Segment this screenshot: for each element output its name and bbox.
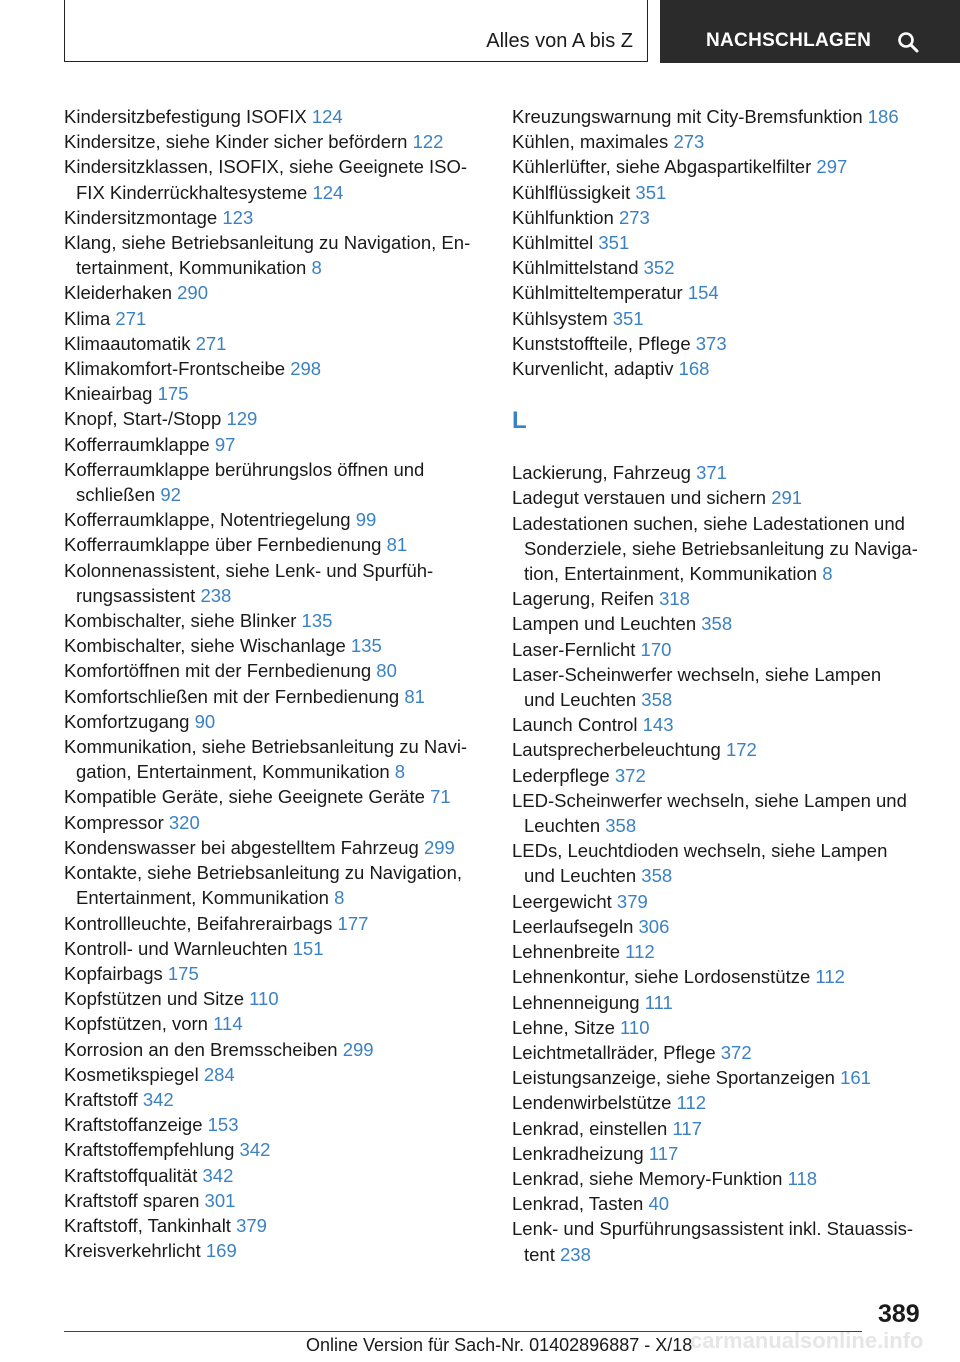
index-entry [512, 1065, 932, 1090]
index-entry [512, 129, 932, 154]
page-reference-link[interactable]: 151 [292, 937, 324, 959]
entry-term: Kühlsystem [512, 307, 608, 329]
index-entry [64, 961, 484, 986]
entry-term: Kindersitze, siehe Kinder sicher befördern [64, 131, 408, 153]
page-reference-link[interactable]: 342 [202, 1164, 234, 1186]
entry-term: Kopfstützen, vorn [64, 1013, 208, 1035]
index-entry [512, 1116, 932, 1141]
entry-term: Knopf, Start-/Stopp [64, 408, 222, 430]
entry-term: LED-Scheinwerfer wechseln, siehe Lampen und [512, 789, 907, 811]
entry-term: Lenkrad, einstellen [512, 1117, 668, 1139]
entry-term: LEDs, Leuchtdioden wechseln, siehe Lampen [512, 840, 888, 862]
entry-term: Kindersitzmontage [64, 206, 218, 228]
entry-term: Kraftstoff [64, 1088, 138, 1110]
entry-term: Kofferraumklappe über Fernbedienung [64, 534, 382, 556]
page-reference-link[interactable]: 170 [640, 638, 672, 660]
entry-term: Entertainment, Kommunikation [76, 887, 329, 909]
index-entry [512, 889, 932, 914]
index-entry [512, 356, 932, 381]
page-reference-link[interactable]: 135 [350, 635, 382, 657]
page-number: 389 [878, 1300, 920, 1328]
entry-term: Kunststoffteile, Pflege [512, 332, 691, 354]
index-entry [64, 432, 484, 457]
entry-term: Kompatible Geräte, siehe Geeignete Geräte [64, 786, 425, 808]
page-reference-link[interactable]: 271 [115, 307, 147, 329]
page-reference-link[interactable]: 110 [620, 1016, 650, 1038]
entry-term: Kühlmittel [512, 232, 594, 254]
entry-term: Kurvenlicht, adaptiv [512, 358, 674, 380]
index-entry [64, 709, 484, 734]
page-reference-link[interactable]: 122 [412, 131, 444, 153]
entry-term: Leuchten [524, 815, 601, 837]
index-entry [512, 1090, 932, 1115]
entry-term: Kindersitzklassen, ISOFIX, siehe Geeignete ISO- [64, 156, 468, 178]
entry-term: Knieairbag [64, 383, 153, 405]
index-entry [64, 306, 484, 331]
index-entry [64, 1011, 484, 1036]
entry-term: Lehnenbreite [512, 941, 621, 963]
page-reference-link[interactable]: 318 [659, 588, 690, 610]
entry-term: Kraftstoffempfehlung [64, 1139, 235, 1161]
page-reference-link[interactable]: 358 [641, 689, 673, 711]
index-column-left [64, 104, 484, 1263]
index-entry [64, 1062, 484, 1087]
index-entry [512, 1015, 932, 1040]
page-reference-link[interactable]: 8 [822, 563, 833, 585]
page-reference-link[interactable]: 342 [239, 1139, 271, 1161]
page-reference-link[interactable]: 290 [177, 282, 209, 304]
page-reference-link[interactable]: 114 [213, 1013, 243, 1035]
page-reference-link[interactable]: 351 [612, 307, 644, 329]
entry-term: Kreisverkehrlicht [64, 1240, 201, 1262]
page-reference-link[interactable]: 297 [816, 156, 848, 178]
entry-term: Ladegut verstauen und sichern [512, 487, 767, 509]
page-reference-link[interactable]: 372 [614, 764, 646, 786]
entry-term: Kindersitzbefestigung ISOFIX [64, 106, 307, 127]
page-reference-link[interactable]: 153 [207, 1114, 239, 1136]
page-reference-link[interactable]: 238 [200, 584, 232, 606]
entry-term: und Leuchten [524, 689, 637, 711]
entry-term: schließen [76, 484, 156, 506]
entry-term: Kraftstoffqualität [64, 1164, 198, 1186]
page-reference-link[interactable]: 129 [226, 408, 258, 430]
index-entry [64, 205, 484, 230]
index-entry [512, 990, 932, 1015]
entry-term: Lenkrad, Tasten [512, 1193, 644, 1215]
index-entry [64, 532, 484, 557]
page-reference-link[interactable]: 117 [648, 1142, 679, 1164]
page-reference-link[interactable]: 154 [687, 282, 719, 304]
index-entry [512, 939, 932, 964]
index-entry [512, 306, 932, 331]
entry-term: Kontakte, siehe Betriebsanleitung zu Navigation, [64, 862, 463, 884]
index-entry [64, 457, 484, 507]
page-reference-link[interactable]: 97 [214, 433, 236, 455]
page-reference-link[interactable]: 273 [618, 206, 650, 228]
page-reference-link[interactable]: 168 [678, 358, 710, 380]
page-reference-link[interactable]: 112 [625, 941, 655, 963]
index-entry [64, 658, 484, 683]
index-entry [512, 964, 932, 989]
index-column-right [512, 104, 932, 1267]
page-reference-link[interactable]: 112 [815, 966, 845, 988]
entry-term: Lendenwirbelstütze [512, 1092, 672, 1114]
watermark: carmanualsonline.info [690, 1328, 924, 1353]
index-entry [512, 331, 932, 356]
index-entry [64, 936, 484, 961]
page-reference-link[interactable]: 271 [195, 332, 227, 354]
entry-term: Kleiderhaken [64, 282, 172, 304]
entry-term: Kühlmitteltemperatur [512, 282, 683, 304]
page-reference-link[interactable]: 8 [394, 761, 406, 783]
page-reference-link[interactable]: 298 [290, 358, 322, 380]
page-reference-link[interactable]: 358 [701, 613, 733, 635]
index-entry [512, 637, 932, 662]
index-entry [64, 1238, 484, 1263]
entry-term: Lederpflege [512, 764, 610, 786]
page-reference-link[interactable]: 372 [720, 1041, 752, 1063]
page-reference-link[interactable]: 379 [616, 890, 648, 912]
index-entry [64, 104, 484, 129]
entry-term: tion, Entertainment, Kommunikation [524, 563, 818, 585]
entry-term: Kühlflüssigkeit [512, 181, 631, 203]
entry-term: Kombischalter, siehe Blinker [64, 610, 297, 632]
entry-term: Lehne, Sitze [512, 1016, 615, 1038]
index-entry [512, 586, 932, 611]
index-entry [64, 684, 484, 709]
page-reference-link[interactable]: 291 [771, 487, 803, 509]
tab-label: NACHSCHLAGEN [706, 30, 872, 51]
entry-term: Lampen und Leuchten [512, 613, 697, 635]
entry-term: rungsassistent [76, 584, 196, 606]
page-reference-link[interactable]: 186 [867, 106, 899, 127]
page-reference-link[interactable]: 135 [301, 610, 333, 632]
page-reference-link[interactable]: 320 [168, 811, 200, 833]
index-entry [512, 611, 932, 636]
entry-term: Kontrollleuchte, Beifahrerairbags [64, 912, 333, 934]
page-reference-link[interactable]: 110 [249, 988, 279, 1010]
index-entry [64, 507, 484, 532]
entry-term: Kühlmittelstand [512, 257, 639, 279]
entry-term: Lagerung, Reifen [512, 588, 654, 610]
entry-term: Launch Control [512, 714, 638, 736]
entry-term: Leergewicht [512, 890, 612, 912]
entry-term: Kompressor [64, 811, 164, 833]
page-reference-link[interactable]: 124 [311, 106, 343, 127]
index-entry [64, 784, 484, 809]
page-reference-link[interactable]: 8 [334, 887, 345, 909]
index-entry [512, 737, 932, 762]
entry-term: Kofferraumklappe, Notentriegelung [64, 509, 351, 531]
page-reference-link[interactable]: 161 [840, 1067, 871, 1089]
index-entry [64, 406, 484, 431]
index-entry [64, 608, 484, 633]
index-entry [64, 356, 484, 381]
index-entry [64, 835, 484, 860]
entry-term: tent [524, 1243, 555, 1265]
page-reference-link[interactable]: 299 [423, 836, 455, 858]
nachschlagen-tab[interactable] [660, 0, 960, 63]
page-reference-link[interactable]: 351 [598, 232, 630, 254]
index-entry [512, 1191, 932, 1216]
index-entry [512, 485, 932, 510]
index-entry [512, 1166, 932, 1191]
index-entry [512, 838, 932, 888]
index-entry [64, 734, 484, 784]
page-reference-link[interactable]: 92 [160, 484, 181, 506]
page-reference-link[interactable]: 124 [312, 181, 344, 203]
page-reference-link[interactable]: 143 [642, 714, 674, 736]
page-reference-link[interactable]: 238 [560, 1243, 591, 1265]
index-entry [512, 511, 932, 587]
entry-term: Kühlerlüfter, siehe Abgaspartikelfilter [512, 156, 812, 178]
entry-term: Klimakomfort-Frontscheibe [64, 358, 286, 380]
entry-term: Kosmetikspiegel [64, 1063, 199, 1085]
page-reference-link[interactable]: 90 [194, 710, 216, 732]
entry-term: Korrosion an den Bremsscheiben [64, 1038, 338, 1060]
entry-term: Klang, siehe Betriebsanleitung zu Navigation, En- [64, 232, 471, 254]
page-reference-link[interactable]: 175 [167, 962, 199, 984]
page-reference-link[interactable]: 81 [386, 534, 408, 556]
entry-term: Kraftstoff, Tankinhalt [64, 1214, 231, 1236]
page-reference-link[interactable]: 284 [203, 1063, 235, 1085]
page-reference-link[interactable]: 351 [635, 181, 667, 203]
entry-term: und Leuchten [524, 865, 637, 887]
entry-term: Kühlen, maximales [512, 131, 669, 153]
index-entry [64, 810, 484, 835]
entry-term: Lehnenkontur, siehe Lordosenstütze [512, 966, 811, 988]
index-entry [512, 180, 932, 205]
entry-term: Kopfairbags [64, 962, 163, 984]
entry-term: Kombischalter, siehe Wischanlage [64, 635, 346, 657]
entry-term: Ladestationen suchen, siehe Ladestationen und [512, 512, 905, 534]
index-entry [64, 154, 484, 204]
entry-term: Lackierung, Fahrzeug [512, 462, 691, 484]
entry-term: Kofferraumklappe berührungslos öffnen und [64, 458, 425, 480]
index-entry [64, 911, 484, 936]
index-entry [64, 230, 484, 280]
index-entry [512, 1216, 932, 1266]
entry-term: Laser-Scheinwerfer wechseln, siehe Lampen [512, 663, 882, 685]
page-reference-link[interactable]: 358 [605, 815, 637, 837]
entry-term: Leerlaufsegeln [512, 915, 634, 937]
page-reference-link[interactable]: 99 [355, 509, 377, 531]
index-entry [64, 558, 484, 608]
page-reference-link[interactable]: 175 [157, 383, 189, 405]
index-entry [512, 1141, 932, 1166]
index-entry [512, 788, 932, 838]
page-reference-link[interactable]: 117 [672, 1117, 702, 1139]
index-entry [64, 331, 484, 356]
page-reference-link[interactable]: 342 [142, 1088, 174, 1110]
page-reference-link[interactable]: 80 [376, 660, 397, 682]
index-entry [64, 1188, 484, 1213]
index-entry [512, 104, 932, 129]
page-reference-link[interactable]: 379 [236, 1214, 267, 1236]
page-reference-link[interactable]: 169 [205, 1240, 237, 1262]
page-reference-link[interactable]: 8 [311, 257, 322, 279]
index-entry [64, 1163, 484, 1188]
index-entry [512, 914, 932, 939]
entry-term: gation, Entertainment, Kommunikation [76, 761, 390, 783]
entry-term: Lehnenneigung [512, 991, 640, 1013]
entry-term: Kopfstützen und Sitze [64, 988, 244, 1010]
page-reference-link[interactable]: 123 [222, 206, 254, 228]
index-entry [64, 381, 484, 406]
page-reference-link[interactable]: 172 [725, 739, 757, 761]
entry-term: Kommunikation, siehe Betriebsanleitung zu Navi- [64, 736, 468, 758]
page-reference-link[interactable]: 301 [204, 1189, 236, 1211]
index-entry [512, 712, 932, 737]
index-entry [512, 230, 932, 255]
entry-term: Komfortzugang [64, 710, 190, 732]
index-entry [512, 280, 932, 305]
entry-term: Komfortschließen mit der Fernbedienung [64, 685, 400, 707]
page-reference-link[interactable]: 177 [337, 912, 369, 934]
index-entry [512, 154, 932, 179]
header-title-box [64, 0, 648, 62]
entry-term: Lenkrad, siehe Memory-Funktion [512, 1167, 783, 1189]
entry-term: tertainment, Kommunikation [76, 257, 307, 279]
entry-term: Klima [64, 307, 111, 329]
index-entry [512, 205, 932, 230]
index-entry [64, 1037, 484, 1062]
page-reference-link[interactable]: 81 [404, 685, 425, 707]
index-entry [512, 460, 932, 485]
section-letter: L [512, 407, 527, 435]
index-entry [64, 1137, 484, 1162]
entry-term: Kreuzungswarnung mit City-Bremsfunktion [512, 106, 863, 127]
index-entry [512, 763, 932, 788]
page-reference-link[interactable]: 352 [643, 257, 675, 279]
index-entry [64, 1112, 484, 1137]
index-entry [512, 662, 932, 712]
page-reference-link[interactable]: 371 [696, 462, 727, 484]
index-entry [64, 1213, 484, 1238]
search-icon [896, 30, 920, 54]
entry-term: Lenkradheizung [512, 1142, 644, 1164]
entry-term: Lenk- und Spurführungsassistent inkl. Stauassis- [512, 1218, 914, 1240]
entry-term: Klimaautomatik [64, 332, 191, 354]
entry-term: Kontroll- und Warnleuchten [64, 937, 288, 959]
index-entry [64, 1087, 484, 1112]
section-title: Alles von A bis Z [486, 30, 633, 52]
entry-term: Kolonnenassistent, siehe Lenk- und Spurfüh- [64, 559, 434, 581]
entry-term: Kraftstoffanzeige [64, 1114, 203, 1136]
index-entry [512, 1040, 932, 1065]
page-reference-link[interactable]: 306 [638, 915, 670, 937]
page-reference-link[interactable]: 40 [648, 1193, 670, 1215]
entry-term: Laser-Fernlicht [512, 638, 636, 660]
page-reference-link[interactable]: 358 [641, 865, 673, 887]
entry-term: Leistungsanzeige, siehe Sportanzeigen [512, 1067, 835, 1089]
index-entry [64, 860, 484, 910]
page-reference-link[interactable]: 373 [695, 332, 727, 354]
entry-term: FIX Kinderrückhaltesysteme [76, 181, 308, 203]
entry-term: Kraftstoff sparen [64, 1189, 200, 1211]
index-entry [64, 129, 484, 154]
index-entry [64, 633, 484, 658]
entry-term: Kondenswasser bei abgestelltem Fahrzeug [64, 836, 419, 858]
page-reference-link[interactable]: 112 [676, 1092, 707, 1114]
entry-term: Komfortöffnen mit der Fernbedienung [64, 660, 372, 682]
online-version-text: Online Version für Sach-Nr. 01402896887 - X/18 [306, 1335, 693, 1355]
entry-term: Lautsprecherbeleuchtung [512, 739, 721, 761]
page-reference-link[interactable]: 273 [673, 131, 705, 153]
index-entry [64, 280, 484, 305]
page-reference-link[interactable]: 299 [342, 1038, 374, 1060]
page-reference-link[interactable]: 118 [787, 1167, 818, 1189]
entry-term: Kühlfunktion [512, 206, 614, 228]
page-reference-link[interactable]: 111 [644, 991, 673, 1013]
entry-term: Sonderziele, siehe Betriebsanleitung zu Naviga- [524, 537, 918, 559]
entry-term: Leichtmetallräder, Pflege [512, 1041, 716, 1063]
entry-term: Kofferraumklappe [64, 433, 210, 455]
index-entry [64, 986, 484, 1011]
index-entry [512, 255, 932, 280]
page-reference-link[interactable]: 71 [430, 786, 451, 808]
